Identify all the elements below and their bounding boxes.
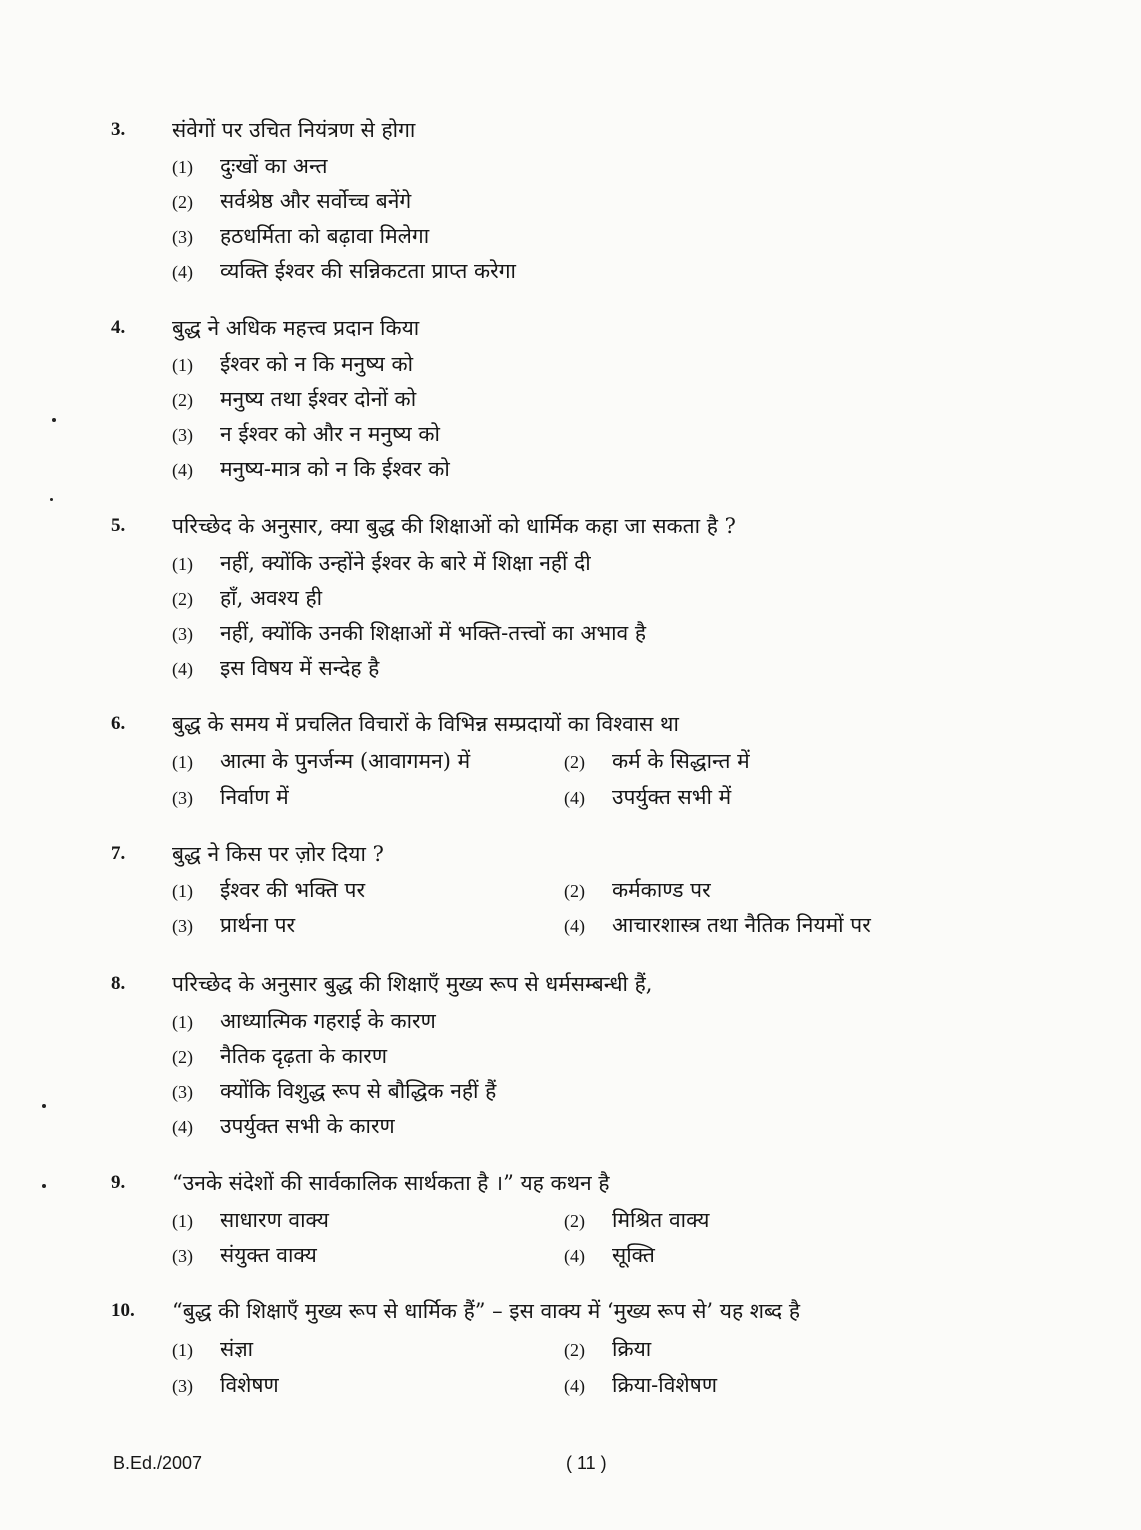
option-10-1[interactable] xyxy=(172,1335,253,1363)
question-text: संवेगों पर उचित नियंत्रण से होगा xyxy=(172,118,416,142)
option-10-2[interactable] xyxy=(564,1335,651,1363)
option-3-1[interactable] xyxy=(172,152,327,180)
question-number: 3. xyxy=(111,119,126,140)
option-4-3[interactable] xyxy=(172,420,440,448)
option-text: नैतिक दृढ़ता के कारण xyxy=(220,1044,388,1068)
option-text: आत्मा के पुनर्जन्म (आवागमन) में xyxy=(220,749,471,773)
option-text: निर्वाण में xyxy=(220,785,289,809)
option-number: (4) xyxy=(172,460,193,480)
option-3-3[interactable] xyxy=(172,222,429,250)
option-text: उपर्युक्त सभी के कारण xyxy=(220,1114,395,1138)
option-number: (3) xyxy=(172,624,193,644)
question-number: 9. xyxy=(111,1172,126,1193)
question-text: बुद्ध के समय में प्रचलित विचारों के विभिन्न सम्प्रदायों का विश्वास था xyxy=(172,712,679,736)
option-text: इस विषय में सन्देह है xyxy=(220,656,380,680)
option-number: (3) xyxy=(172,1376,193,1396)
option-9-1[interactable] xyxy=(172,1206,329,1234)
question-number: 7. xyxy=(111,843,126,864)
option-6-3[interactable] xyxy=(172,783,289,811)
option-number: (1) xyxy=(172,881,193,901)
option-text: कर्मकाण्ड पर xyxy=(612,878,711,902)
option-number: (4) xyxy=(564,788,585,808)
option-text: सूक्ति xyxy=(612,1243,655,1267)
question-number: 6. xyxy=(111,713,126,734)
option-4-4[interactable] xyxy=(172,455,450,483)
option-7-4[interactable] xyxy=(564,911,871,939)
option-text: क्रिया-विशेषण xyxy=(612,1373,717,1397)
question-number: 5. xyxy=(111,515,126,536)
option-number: (4) xyxy=(172,659,193,679)
option-6-4[interactable] xyxy=(564,783,731,811)
option-text: मनुष्य-मात्र को न कि ईश्वर को xyxy=(220,457,450,481)
option-number: (4) xyxy=(172,1117,193,1137)
option-7-2[interactable] xyxy=(564,876,711,904)
question-text: “उनके संदेशों की सार्वकालिक सार्थकता है ।” यह कथन है xyxy=(172,1171,610,1195)
option-text: आध्यात्मिक गहराई के कारण xyxy=(220,1009,436,1033)
option-text: नहीं, क्योंकि उन्होंने ईश्वर के बारे में शिक्षा नहीं दी xyxy=(220,551,591,575)
option-number: (2) xyxy=(564,1340,585,1360)
option-4-2[interactable] xyxy=(172,385,416,413)
option-6-2[interactable] xyxy=(564,747,750,775)
option-text: संज्ञा xyxy=(220,1337,254,1361)
option-number: (1) xyxy=(172,1012,193,1032)
option-number: (2) xyxy=(564,881,585,901)
option-number: (1) xyxy=(172,1211,193,1231)
option-10-3[interactable] xyxy=(172,1371,279,1399)
option-number: (3) xyxy=(172,788,193,808)
option-text: व्यक्ति ईश्वर की सन्निकटता प्राप्त करेगा xyxy=(220,259,517,283)
option-text: दुःखों का अन्त xyxy=(220,154,328,178)
question-text: बुद्ध ने किस पर ज़ोर दिया ? xyxy=(172,842,384,866)
option-text: आचारशास्त्र तथा नैतिक नियमों पर xyxy=(612,913,871,937)
question-text: परिच्छेद के अनुसार बुद्ध की शिक्षाएँ मुख्य रूप से धर्मसम्बन्धी हैं, xyxy=(172,972,653,996)
option-text: क्योंकि विशुद्ध रूप से बौद्धिक नहीं हैं xyxy=(220,1079,497,1103)
option-number: (3) xyxy=(172,1082,193,1102)
option-text: क्रिया xyxy=(612,1337,652,1361)
option-text: कर्म के सिद्धान्त में xyxy=(612,749,750,773)
option-5-2[interactable] xyxy=(172,584,322,612)
option-10-4[interactable] xyxy=(564,1371,717,1399)
option-3-4[interactable] xyxy=(172,257,516,285)
option-number: (3) xyxy=(172,425,193,445)
option-number: (1) xyxy=(172,752,193,772)
option-text: मिश्रित वाक्य xyxy=(612,1208,710,1232)
scan-speck xyxy=(50,498,53,501)
option-8-1[interactable] xyxy=(172,1007,436,1035)
option-number: (2) xyxy=(564,752,585,772)
option-number: (1) xyxy=(172,157,193,177)
option-text: न ईश्वर को और न मनुष्य को xyxy=(220,422,440,446)
option-text: साधारण वाक्य xyxy=(220,1208,329,1232)
option-number: (1) xyxy=(172,355,193,375)
option-number: (2) xyxy=(172,390,193,410)
option-text: ईश्वर की भक्ति पर xyxy=(220,878,366,902)
question-number: 8. xyxy=(111,973,126,994)
option-number: (4) xyxy=(564,1246,585,1266)
option-5-4[interactable] xyxy=(172,654,379,682)
option-7-1[interactable] xyxy=(172,876,365,904)
page-number: ( 11 ) xyxy=(566,1453,607,1473)
option-number: (2) xyxy=(564,1211,585,1231)
option-number: (4) xyxy=(172,262,193,282)
option-number: (2) xyxy=(172,589,193,609)
option-text: प्रार्थना पर xyxy=(220,913,296,937)
question-text: “बुद्ध की शिक्षाएँ मुख्य रूप से धार्मिक हैं” – इस वाक्य में ‘मुख्य रूप से’ यह शब्द है xyxy=(172,1299,801,1323)
option-9-3[interactable] xyxy=(172,1241,317,1269)
option-text: नहीं, क्योंकि उनकी शिक्षाओं में भक्ति-तत्त्वों का अभाव है xyxy=(220,621,647,645)
option-6-1[interactable] xyxy=(172,747,470,775)
option-text: मनुष्य तथा ईश्वर दोनों को xyxy=(220,387,417,411)
option-number: (1) xyxy=(172,1340,193,1360)
option-number: (3) xyxy=(172,916,193,936)
question-number: 4. xyxy=(111,317,126,338)
option-text: सर्वश्रेष्ठ और सर्वोच्च बनेंगे xyxy=(220,189,412,213)
question-text: बुद्ध ने अधिक महत्त्व प्रदान किया xyxy=(172,316,420,340)
option-text: ईश्वर को न कि मनुष्य को xyxy=(220,352,414,376)
option-number: (4) xyxy=(564,1376,585,1396)
option-number: (4) xyxy=(564,916,585,936)
scan-speck xyxy=(42,1184,46,1188)
option-number: (3) xyxy=(172,227,193,247)
question-text: परिच्छेद के अनुसार, क्या बुद्ध की शिक्षाओं को धार्मिक कहा जा सकता है ? xyxy=(172,514,736,538)
option-9-2[interactable] xyxy=(564,1206,709,1234)
option-number: (3) xyxy=(172,1246,193,1266)
option-number: (1) xyxy=(172,554,193,574)
option-4-1[interactable] xyxy=(172,350,413,378)
exam-code: B.Ed./2007 xyxy=(113,1453,203,1473)
option-8-2[interactable] xyxy=(172,1042,387,1070)
option-7-3[interactable] xyxy=(172,911,295,939)
option-text: उपर्युक्त सभी में xyxy=(612,785,732,809)
option-text: संयुक्त वाक्य xyxy=(220,1243,317,1267)
option-number: (2) xyxy=(172,1047,193,1067)
option-9-4[interactable] xyxy=(564,1241,655,1269)
option-text: विशेषण xyxy=(220,1373,279,1397)
question-number: 10. xyxy=(111,1300,135,1321)
option-8-4[interactable] xyxy=(172,1112,395,1140)
option-5-1[interactable] xyxy=(172,549,591,577)
option-8-3[interactable] xyxy=(172,1077,496,1105)
option-number: (2) xyxy=(172,192,193,212)
option-text: हाँ, अवश्य ही xyxy=(220,586,323,610)
scan-speck xyxy=(42,1104,46,1108)
option-text: हठधर्मिता को बढ़ावा मिलेगा xyxy=(220,224,430,248)
option-5-3[interactable] xyxy=(172,619,646,647)
option-3-2[interactable] xyxy=(172,187,411,215)
scan-speck xyxy=(52,418,56,422)
